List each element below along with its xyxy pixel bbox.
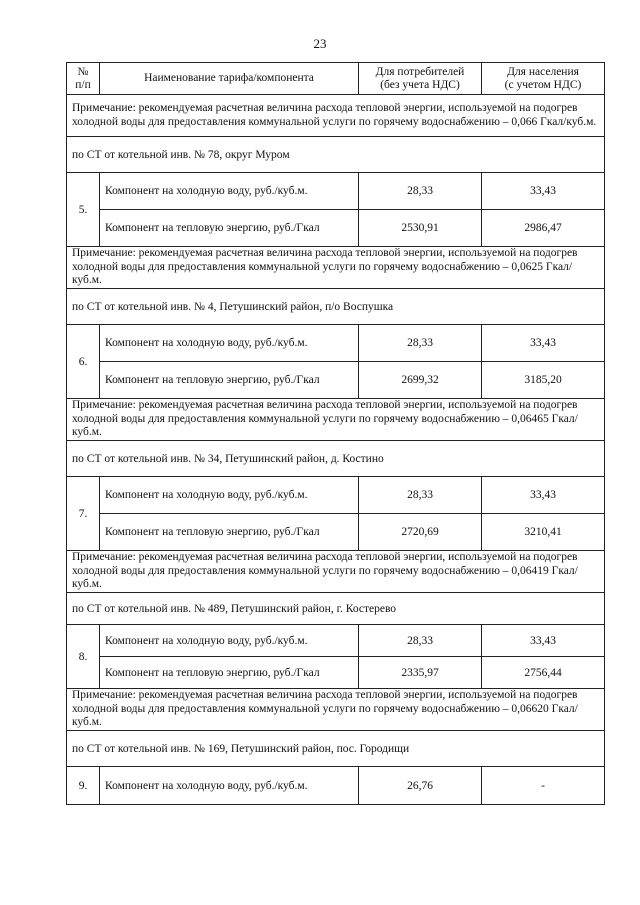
note-text: Примечание: рекомендуемая расчетная величина расхода тепловой энергии, используемой на подогрев холодной воды для предоставления коммунальной услуги по горячему водоснабжению – 0,066 Гкал/куб.м. <box>67 95 605 137</box>
tariff-table <box>66 62 605 805</box>
table-row <box>67 477 605 514</box>
population-value: 2986,47 <box>482 210 605 247</box>
section-row <box>67 289 605 325</box>
row-number: 5. <box>67 173 100 247</box>
consumers-value: 28,33 <box>359 477 482 514</box>
note-row <box>67 399 605 441</box>
section-title: по СТ от котельной инв. № 169, Петушинский район, пос. Городищи <box>67 731 605 767</box>
row-number: 7. <box>67 477 100 551</box>
table-header-row <box>67 63 605 95</box>
table-row <box>67 514 605 551</box>
component-name: Компонент на холодную воду, руб./куб.м. <box>100 477 359 514</box>
population-value: 33,43 <box>482 477 605 514</box>
note-text: Примечание: рекомендуемая расчетная величина расхода тепловой энергии, используемой на подогрев холодной воды для предоставления коммунальной услуги по горячему водоснабжению – 0,06465 Гкал/куб.м. <box>67 399 605 441</box>
consumers-value: 2335,97 <box>359 657 482 689</box>
consumers-value: 28,33 <box>359 625 482 657</box>
note-text: Примечание: рекомендуемая расчетная величина расхода тепловой энергии, используемой на подогрев холодной воды для предоставления коммунальной услуги по горячему водоснабжению – 0,06419 Гкал/куб.м. <box>67 551 605 593</box>
header-population: Для населения (с учетом НДС) <box>482 63 605 95</box>
population-value: 33,43 <box>482 173 605 210</box>
section-row <box>67 441 605 477</box>
consumers-value: 28,33 <box>359 173 482 210</box>
table-row <box>67 767 605 805</box>
consumers-value: 2720,69 <box>359 514 482 551</box>
population-value: - <box>482 767 605 805</box>
consumers-value: 2699,32 <box>359 362 482 399</box>
table-row <box>67 210 605 247</box>
population-value: 3185,20 <box>482 362 605 399</box>
note-row <box>67 247 605 289</box>
consumers-value: 2530,91 <box>359 210 482 247</box>
consumers-value: 28,33 <box>359 325 482 362</box>
section-title: по СТ от котельной инв. № 78, округ Муром <box>67 137 605 173</box>
component-name: Компонент на холодную воду, руб./куб.м. <box>100 625 359 657</box>
section-row <box>67 731 605 767</box>
row-number: 9. <box>67 767 100 805</box>
note-row <box>67 689 605 731</box>
component-name: Компонент на холодную воду, руб./куб.м. <box>100 173 359 210</box>
header-consumers: Для потребителей (без учета НДС) <box>359 63 482 95</box>
component-name: Компонент на холодную воду, руб./куб.м. <box>100 325 359 362</box>
header-name: Наименование тарифа/компонента <box>100 63 359 95</box>
population-value: 3210,41 <box>482 514 605 551</box>
note-row <box>67 551 605 593</box>
section-row <box>67 137 605 173</box>
page-number: 23 <box>313 36 327 51</box>
component-name: Компонент на тепловую энергию, руб./Гкал <box>100 514 359 551</box>
component-name: Компонент на тепловую энергию, руб./Гкал <box>100 362 359 399</box>
table-row <box>67 625 605 657</box>
note-row <box>67 95 605 137</box>
section-title: по СТ от котельной инв. № 34, Петушинский район, д. Костино <box>67 441 605 477</box>
section-title: по СТ от котельной инв. № 489, Петушинский район, г. Костерево <box>67 593 605 625</box>
table-row <box>67 173 605 210</box>
table-row <box>67 362 605 399</box>
population-value: 33,43 <box>482 625 605 657</box>
section-row <box>67 593 605 625</box>
component-name: Компонент на тепловую энергию, руб./Гкал <box>100 210 359 247</box>
note-text: Примечание: рекомендуемая расчетная величина расхода тепловой энергии, используемой на подогрев холодной воды для предоставления коммунальной услуги по горячему водоснабжению – 0,06620 Гкал/куб.м. <box>67 689 605 731</box>
population-value: 33,43 <box>482 325 605 362</box>
consumers-value: 26,76 <box>359 767 482 805</box>
note-text: Примечание: рекомендуемая расчетная величина расхода тепловой энергии, используемой на подогрев холодной воды для предоставления коммунальной услуги по горячему водоснабжению – 0,0625 Гкал/куб.м. <box>67 247 605 289</box>
component-name: Компонент на холодную воду, руб./куб.м. <box>100 767 359 805</box>
table-row <box>67 657 605 689</box>
header-num: № п/п <box>67 63 100 95</box>
row-number: 8. <box>67 625 100 689</box>
population-value: 2756,44 <box>482 657 605 689</box>
component-name: Компонент на тепловую энергию, руб./Гкал <box>100 657 359 689</box>
row-number: 6. <box>67 325 100 399</box>
table-row <box>67 325 605 362</box>
section-title: по СТ от котельной инв. № 4, Петушинский район, п/о Воспушка <box>67 289 605 325</box>
